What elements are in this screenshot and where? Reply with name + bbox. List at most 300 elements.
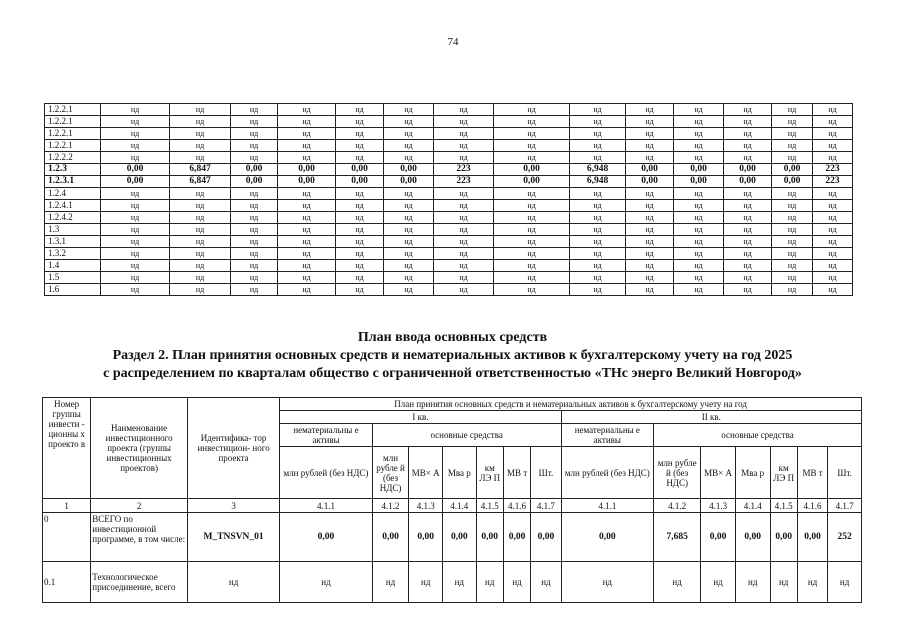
table-cell: нд (336, 200, 384, 212)
column-number: 4.1.6 (797, 499, 827, 513)
table-cell: нд (813, 224, 853, 236)
table-cell: нд (570, 104, 626, 116)
table-cell: нд (336, 188, 384, 200)
table-cell: нд (101, 248, 170, 260)
table-row (45, 104, 853, 116)
table-cell: нд (674, 236, 724, 248)
table-cell: нд (626, 128, 674, 140)
row-code: 1.6 (45, 284, 101, 296)
table-cell: нд (674, 260, 724, 272)
column-number: 4.1.6 (503, 499, 530, 513)
table-cell: нд (336, 248, 384, 260)
table-cell: нд (626, 116, 674, 128)
table-cell: нд (336, 236, 384, 248)
table-cell: 0,00 (503, 513, 530, 562)
row-code: 1.3.2 (45, 248, 101, 260)
table-cell: нд (170, 200, 231, 212)
unit-mln-rub: млн рублей (без НДС) (561, 447, 653, 499)
table-cell: нд (626, 272, 674, 284)
table-cell: нд (434, 284, 494, 296)
table-cell: нд (772, 212, 813, 224)
table-cell: нд (231, 272, 278, 284)
table-cell: 6,847 (170, 164, 231, 176)
table-cell: нд (101, 212, 170, 224)
table-cell: нд (278, 152, 336, 164)
table-cell: нд (278, 236, 336, 248)
column-number: 3 (187, 499, 279, 513)
table-cell: нд (561, 562, 653, 603)
table-cell: нд (170, 224, 231, 236)
table-cell: нд (101, 140, 170, 152)
table-cell: нд (384, 152, 434, 164)
table-cell: 0,00 (494, 176, 570, 188)
table-cell: нд (231, 284, 278, 296)
table-row (45, 188, 853, 200)
table-cell: 7,685 (654, 513, 701, 562)
table-cell: нд (770, 562, 797, 603)
table-cell: 0,00 (372, 513, 409, 562)
table-cell: нд (494, 224, 570, 236)
q2-fixed-assets-header: основные средства (654, 424, 862, 447)
project-name: Технологическое присоединение, всего (91, 562, 188, 603)
table-cell: нд (336, 272, 384, 284)
project-id: нд (187, 562, 279, 603)
table-cell: нд (170, 152, 231, 164)
column-number: 4.1.7 (531, 499, 561, 513)
table-cell: нд (570, 284, 626, 296)
table-cell: нд (494, 236, 570, 248)
unit-mw: МВ т (503, 447, 530, 499)
table-row (45, 236, 853, 248)
table-cell: нд (278, 128, 336, 140)
table-cell: нд (336, 104, 384, 116)
table-cell: 223 (434, 164, 494, 176)
table-cell: нд (434, 212, 494, 224)
table-cell: нд (494, 140, 570, 152)
table-cell: 0,00 (278, 176, 336, 188)
row-code: 1.5 (45, 272, 101, 284)
section-subtitle: с распределением по кварталам общество с ограниченной ответственностью «ТНс энерго Великий Новгород» (103, 366, 802, 381)
table-row (45, 260, 853, 272)
table-cell: 0,00 (278, 164, 336, 176)
row-code: 1.2.4 (45, 188, 101, 200)
column-number: 1 (43, 499, 91, 513)
table-cell: нд (674, 152, 724, 164)
column-number: 4.1.1 (561, 499, 653, 513)
table-cell: 252 (828, 513, 862, 562)
table-cell: 0,00 (101, 176, 170, 188)
table-cell: нд (101, 200, 170, 212)
table-cell: нд (101, 224, 170, 236)
table-cell: нд (336, 260, 384, 272)
table-cell: нд (724, 140, 772, 152)
table-cell: нд (231, 140, 278, 152)
table-cell: нд (674, 284, 724, 296)
unit-mln-rub-narrow: млн рубле й (без НДС) (654, 447, 701, 499)
table-cell: нд (170, 104, 231, 116)
table-cell: нд (626, 200, 674, 212)
table-cell: нд (674, 248, 724, 260)
column-number: 2 (91, 499, 188, 513)
row-code: 1.2.2.1 (45, 116, 101, 128)
table-cell: нд (384, 260, 434, 272)
table-cell: нд (724, 224, 772, 236)
table-cell: нд (724, 116, 772, 128)
table-cell: нд (654, 562, 701, 603)
table-cell: нд (231, 128, 278, 140)
table-cell: нд (813, 284, 853, 296)
quarter-1-header: I кв. (280, 411, 561, 424)
column-number: 4.1.1 (280, 499, 372, 513)
table-cell: нд (494, 260, 570, 272)
table-cell: нд (278, 260, 336, 272)
table-cell: нд (494, 284, 570, 296)
table-cell: 6,847 (170, 176, 231, 188)
table-row (45, 248, 853, 260)
table-cell: 0,00 (674, 176, 724, 188)
table-cell: нд (813, 260, 853, 272)
col-group-number: Номер группы инвести - ционны х проекто в (43, 398, 91, 499)
table-cell: нд (674, 188, 724, 200)
table-cell: нд (278, 104, 336, 116)
table-cell: нд (384, 272, 434, 284)
unit-km: км ЛЭ П (476, 447, 503, 499)
table-row (45, 152, 853, 164)
column-number: 4.1.5 (770, 499, 797, 513)
table-cell: нд (336, 116, 384, 128)
row-code: 1.2.4.2 (45, 212, 101, 224)
table-row (45, 200, 853, 212)
group-number: 0 (43, 513, 91, 562)
table-cell: нд (772, 152, 813, 164)
table-cell: нд (626, 224, 674, 236)
table-cell: нд (735, 562, 770, 603)
table-cell: нд (570, 224, 626, 236)
table-cell: нд (531, 562, 561, 603)
table-cell: нд (476, 562, 503, 603)
table-cell: нд (570, 236, 626, 248)
table-cell: нд (336, 224, 384, 236)
table-cell: 0,00 (561, 513, 653, 562)
table-cell: нд (772, 248, 813, 260)
table-cell: нд (813, 248, 853, 260)
project-name: ВСЕГО по инвестиционной программе, в том числе: (91, 513, 188, 562)
table-cell: нд (101, 104, 170, 116)
header-row-1 (43, 398, 862, 411)
table-cell: нд (813, 200, 853, 212)
table-cell: нд (278, 140, 336, 152)
table-cell: нд (626, 140, 674, 152)
table-cell: нд (101, 128, 170, 140)
table-cell: нд (372, 562, 409, 603)
table-cell: 223 (813, 176, 853, 188)
table-cell: нд (724, 284, 772, 296)
unit-km: км ЛЭ П (770, 447, 797, 499)
table-cell: 0,00 (231, 176, 278, 188)
table-cell: 0,00 (476, 513, 503, 562)
table-cell: нд (674, 212, 724, 224)
table-cell: нд (170, 284, 231, 296)
table-cell: 0,00 (531, 513, 561, 562)
table-cell: нд (772, 188, 813, 200)
table-cell: 0,00 (772, 164, 813, 176)
table-row (43, 513, 862, 562)
table-cell: нд (170, 116, 231, 128)
table-cell: 6,948 (570, 164, 626, 176)
table-cell: 0,00 (674, 164, 724, 176)
table-cell: нд (772, 236, 813, 248)
table-cell: нд (813, 236, 853, 248)
table-cell: нд (626, 104, 674, 116)
table-cell: нд (170, 272, 231, 284)
unit-mw: МВ т (797, 447, 827, 499)
table-cell: нд (384, 140, 434, 152)
table-cell: нд (384, 236, 434, 248)
table-cell: нд (231, 152, 278, 164)
table-cell: нд (434, 272, 494, 284)
table-row (45, 116, 853, 128)
table-row (45, 176, 853, 188)
column-number: 4.1.3 (409, 499, 443, 513)
col-project-name: Наименование инвестиционного проекта (группы инвестиционных проектов) (91, 398, 188, 499)
table-cell: 0,00 (409, 513, 443, 562)
table-cell: нд (231, 212, 278, 224)
row-code: 1.2.3 (45, 164, 101, 176)
table-cell: нд (813, 212, 853, 224)
row-code: 1.3 (45, 224, 101, 236)
table-cell: нд (434, 128, 494, 140)
page-number: 74 (447, 36, 459, 48)
unit-pcs: Шт. (531, 447, 561, 499)
table-cell: нд (494, 116, 570, 128)
table-cell: нд (674, 140, 724, 152)
table-cell: нд (101, 272, 170, 284)
table-cell: нд (384, 116, 434, 128)
row-code: 1.2.3.1 (45, 176, 101, 188)
table-cell: нд (570, 140, 626, 152)
table-cell: нд (626, 248, 674, 260)
table-cell: нд (797, 562, 827, 603)
table-cell: 0,00 (724, 164, 772, 176)
table-cell: 0,00 (797, 513, 827, 562)
table-cell: нд (434, 248, 494, 260)
table-cell: нд (494, 188, 570, 200)
table-cell: нд (231, 260, 278, 272)
table-cell: нд (724, 236, 772, 248)
table-cell: нд (724, 272, 772, 284)
table-cell: нд (570, 212, 626, 224)
table-cell: нд (101, 152, 170, 164)
table-cell: нд (434, 188, 494, 200)
table-cell: нд (101, 284, 170, 296)
row-code: 1.2.2.1 (45, 140, 101, 152)
table-cell: нд (336, 140, 384, 152)
table-cell: нд (170, 188, 231, 200)
table-cell: нд (570, 200, 626, 212)
table-cell: нд (772, 128, 813, 140)
table-cell: нд (336, 152, 384, 164)
table-cell: 223 (813, 164, 853, 176)
plan-header: План принятия основных средств и нематериальных активов к бухгалтерскому учету на год (280, 398, 862, 411)
table-cell: нд (813, 272, 853, 284)
table-cell: нд (336, 212, 384, 224)
table-cell: 0,00 (626, 176, 674, 188)
table-cell: нд (724, 188, 772, 200)
table-cell: 0,00 (724, 176, 772, 188)
table-cell: 0,00 (626, 164, 674, 176)
plan-table (42, 397, 862, 603)
table-cell: нд (494, 128, 570, 140)
table-cell: нд (570, 152, 626, 164)
table-cell: нд (570, 260, 626, 272)
table-cell: нд (570, 128, 626, 140)
table-row (45, 164, 853, 176)
table-cell: нд (278, 284, 336, 296)
table-cell: нд (278, 248, 336, 260)
table-cell: 0,00 (443, 513, 477, 562)
table-cell: нд (626, 152, 674, 164)
table-cell: нд (384, 128, 434, 140)
table-cell: нд (384, 200, 434, 212)
unit-pcs: Шт. (828, 447, 862, 499)
table-cell: нд (724, 200, 772, 212)
column-number: 4.1.2 (654, 499, 701, 513)
table-cell: 0,00 (231, 164, 278, 176)
table-cell: нд (384, 104, 434, 116)
q1-intangible-header: нематериальны е активы (280, 424, 372, 447)
table-cell: нд (674, 128, 724, 140)
table-cell: 0,00 (384, 164, 434, 176)
column-number: 4.1.3 (701, 499, 736, 513)
table-cell: нд (813, 188, 853, 200)
table-cell: нд (170, 140, 231, 152)
row-code: 1.2.2.2 (45, 152, 101, 164)
table-cell: 0,00 (280, 513, 372, 562)
table-cell: нд (278, 212, 336, 224)
table-cell: нд (674, 224, 724, 236)
table-cell: нд (170, 248, 231, 260)
table-cell: нд (626, 284, 674, 296)
column-number: 4.1.5 (476, 499, 503, 513)
table-cell: нд (724, 152, 772, 164)
table-cell: нд (772, 116, 813, 128)
table-cell: нд (384, 212, 434, 224)
q2-intangible-header: нематериальны е активы (561, 424, 653, 447)
row-code: 1.2.4.1 (45, 200, 101, 212)
table-cell: нд (724, 248, 772, 260)
table-cell: нд (701, 562, 736, 603)
column-number: 4.1.4 (735, 499, 770, 513)
table-cell: 0,00 (735, 513, 770, 562)
table-cell: нд (101, 236, 170, 248)
table-cell: 0,00 (772, 176, 813, 188)
group-number: 0.1 (43, 562, 91, 603)
table-cell: 0,00 (701, 513, 736, 562)
section-title: Раздел 2. План принятия основных средств и нематериальных активов к бухгалтерскому учету на год 2025 (112, 348, 793, 363)
table-cell: нд (231, 248, 278, 260)
table-row (45, 140, 853, 152)
table-cell: нд (626, 236, 674, 248)
unit-mln-rub: млн рублей (без НДС) (280, 447, 372, 499)
table-cell: нд (772, 104, 813, 116)
table-cell: нд (772, 140, 813, 152)
table-row (45, 128, 853, 140)
table-row (45, 272, 853, 284)
table-cell: нд (674, 200, 724, 212)
table-cell: нд (494, 212, 570, 224)
table-cell: нд (231, 236, 278, 248)
table-cell: нд (494, 152, 570, 164)
table-cell: нд (170, 260, 231, 272)
project-id: M_TNSVN_01 (187, 513, 279, 562)
row-code: 1.4 (45, 260, 101, 272)
table-cell: нд (384, 224, 434, 236)
q1-fixed-assets-header: основные средства (372, 424, 561, 447)
table-cell: 0,00 (384, 176, 434, 188)
table-cell: нд (434, 104, 494, 116)
table-cell: нд (570, 248, 626, 260)
table-cell: нд (570, 188, 626, 200)
table-cell: 0,00 (770, 513, 797, 562)
table-cell: нд (434, 236, 494, 248)
table-cell: нд (231, 188, 278, 200)
table-row (45, 212, 853, 224)
table-cell: нд (813, 116, 853, 128)
table-cell: нд (813, 152, 853, 164)
table-cell: нд (724, 260, 772, 272)
table-cell: нд (813, 104, 853, 116)
table-cell: нд (772, 260, 813, 272)
table-cell: нд (434, 116, 494, 128)
table-cell: нд (772, 272, 813, 284)
table-cell: нд (434, 152, 494, 164)
table-row (45, 224, 853, 236)
column-number: 4.1.7 (828, 499, 862, 513)
unit-mvar: Мва р (735, 447, 770, 499)
unit-mva: МВ× А (701, 447, 736, 499)
table-cell: нд (231, 116, 278, 128)
table-cell: нд (278, 224, 336, 236)
table-cell: 0,00 (494, 164, 570, 176)
table-cell: нд (278, 200, 336, 212)
table-cell: нд (278, 188, 336, 200)
table-cell: нд (494, 272, 570, 284)
table-cell: нд (384, 284, 434, 296)
table-cell: нд (384, 188, 434, 200)
table-row (45, 284, 853, 296)
unit-mva: МВ× А (409, 447, 443, 499)
table-cell: нд (101, 188, 170, 200)
table-cell: нд (170, 236, 231, 248)
table-cell: нд (278, 116, 336, 128)
table-cell: нд (674, 272, 724, 284)
table-cell: нд (434, 140, 494, 152)
table-cell: нд (434, 200, 494, 212)
table-cell: нд (434, 260, 494, 272)
table-cell: нд (772, 224, 813, 236)
table-cell: нд (828, 562, 862, 603)
table-cell: 6,948 (570, 176, 626, 188)
table-cell: нд (409, 562, 443, 603)
row-code: 1.2.2.1 (45, 104, 101, 116)
table-cell: нд (570, 116, 626, 128)
table-cell: нд (170, 212, 231, 224)
row-code: 1.3.1 (45, 236, 101, 248)
table-cell: нд (384, 248, 434, 260)
table-cell: нд (231, 224, 278, 236)
quarter-2-header: II кв. (561, 411, 861, 424)
table-cell: нд (494, 200, 570, 212)
